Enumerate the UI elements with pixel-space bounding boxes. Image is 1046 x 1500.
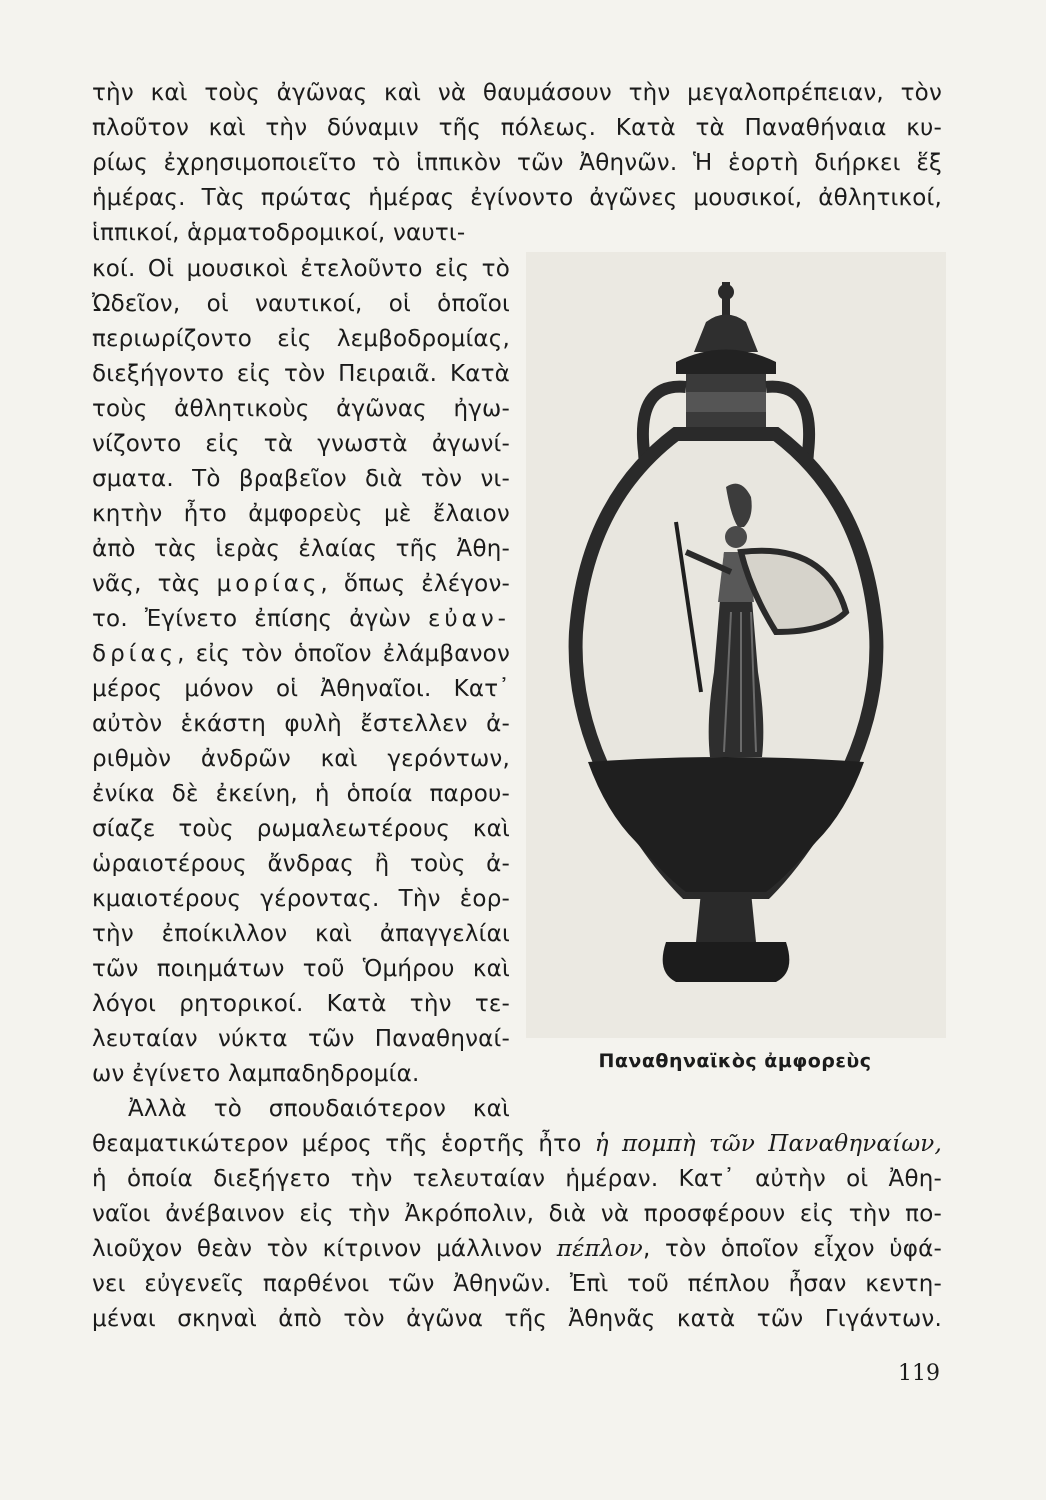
text-line: κμαιοτέρους γέροντας. Τὴν ἑορ- — [92, 886, 510, 912]
text-line: τῶν ποιημάτων τοῦ Ὁμήρου καὶ — [92, 956, 510, 982]
figure-caption: Παναθηναϊκὸς ἀμφορεὺς — [598, 1050, 872, 1072]
text-line: νίζοντο εἰς τὰ γνωστὰ ἀγωνί- — [92, 431, 510, 457]
text-segment: , ὅπως ἐλέγον- — [320, 571, 510, 597]
text-line: κητὴν ἦτο ἀμφορεὺς μὲ ἔλαιον — [92, 501, 510, 527]
text-line: νει εὐγενεῖς παρθένοι τῶν Ἀθηνῶν. Ἐπὶ τοῦ πέπλου ἦσαν κεντη- — [92, 1271, 942, 1297]
italic-term-peplon: πέπλον — [556, 1236, 643, 1262]
amphora-athena-illustration-icon — [526, 252, 946, 1038]
text-line: ἱππικοί, ἁρματοδρομικοί, ναυτι- — [92, 220, 466, 246]
paragraph-start-line: Ἀλλὰ τὸ σπουδαιότερον καὶ — [128, 1096, 510, 1122]
text-line: περιωρίζοντο εἰς λεμβοδρομίας, — [92, 326, 510, 352]
text-line: Ὠδεῖον, οἱ ναυτικοί, οἱ ὁποῖοι — [92, 291, 510, 317]
text-segment: , εἰς τὸν ὁποῖον ἐλάμβανον — [177, 641, 510, 667]
text-line: ἀπὸ τὰς ἱερὰς ἐλαίας τῆς Ἀθη- — [92, 536, 510, 562]
text-line: μέναι σκηναὶ ἀπὸ τὸν ἀγῶνα τῆς Ἀθηνᾶς κατὰ τῶν Γιγάντων. — [92, 1306, 942, 1332]
text-line: λευταίαν νύκτα τῶν Παναθηναί- — [92, 1026, 510, 1052]
text-segment: θεαματικώτερον μέρος τῆς ἑορτῆς ἦτο — [92, 1131, 582, 1157]
amphora-figure — [526, 252, 946, 1038]
text-line: τοὺς ἀθλητικοὺς ἀγῶνας ἠγω- — [92, 396, 510, 422]
text-line — [92, 639, 510, 669]
text-line: κοί. Οἱ μουσικοὶ ἐτελοῦντο εἰς τὸ — [92, 256, 510, 282]
text-segment: λιοῦχον θεὰν τὸν κίτρινον μάλλινον — [92, 1236, 543, 1262]
spaced-term-euandrias-end: δρίας — [92, 641, 178, 667]
text-line — [92, 569, 510, 599]
spaced-term-morias: μορίας — [216, 571, 321, 597]
text-line: ἐνίκα δὲ ἐκείνη, ἡ ὁποία παρου- — [92, 781, 510, 807]
text-segment: το. Ἐγίνετο ἐπίσης ἀγὼν — [92, 606, 411, 632]
text-line: ἡμέρας. Τὰς πρώτας ἡμέρας ἐγίνοντο ἀγῶνες μουσικοί, ἀθλητικοί, — [92, 185, 942, 211]
text-line — [92, 1234, 942, 1264]
text-line — [92, 604, 510, 634]
text-line: πλοῦτον καὶ τὴν δύναμιν τῆς πόλεως. Κατὰ τὰ Παναθήναια κυ- — [92, 115, 942, 141]
text-line: αὐτὸν ἑκάστη φυλὴ ἔστελλεν ἀ- — [92, 711, 510, 737]
text-line: σματα. Τὸ βραβεῖον διὰ τὸν νι- — [92, 466, 510, 492]
text-line: διεξήγοντο εἰς τὸν Πειραιᾶ. Κατὰ — [92, 361, 510, 387]
text-segment: νᾶς, τὰς — [92, 571, 201, 597]
text-line: μέρος μόνον οἱ Ἀθηναῖοι. Κατ᾿ — [92, 676, 510, 702]
text-line: ρίως ἐχρησιμοποιεῖτο τὸ ἱππικὸν τῶν Ἀθηνῶν. Ἡ ἑορτὴ διήρκει ἕξ — [92, 150, 942, 176]
spaced-term-euandrias: εὐαν- — [427, 606, 510, 632]
text-line: σίαζε τοὺς ρωμαλεωτέρους καὶ — [92, 816, 510, 842]
text-line — [92, 1129, 942, 1159]
text-line: λόγοι ρητορικοί. Κατὰ τὴν τε- — [92, 991, 510, 1017]
text-line: ριθμὸν ἀνδρῶν καὶ γερόντων, — [92, 746, 510, 772]
text-line: τὴν καὶ τοὺς ἀγῶνας καὶ νὰ θαυμάσουν τὴν μεγαλοπρέπειαν, τὸν — [92, 80, 942, 106]
text-line: ὡραιοτέρους ἄνδρας ἢ τοὺς ἀ- — [92, 851, 510, 877]
text-line: ων ἐγίνετο λαμπαδηδρομία. — [92, 1061, 420, 1087]
italic-term-pompe: ἡ πομπὴ τῶν Παναθηναίων, — [594, 1131, 942, 1157]
text-segment: , τὸν ὁποῖον εἶχον ὑφά- — [642, 1236, 942, 1262]
text-line: ναῖοι ἀνέβαινον εἰς τὴν Ἀκρόπολιν, διὰ νὰ προσφέρουν εἰς τὴν πο- — [92, 1201, 942, 1227]
text-line: τὴν ἐποίκιλλον καὶ ἀπαγγελίαι — [92, 921, 510, 947]
page-number: 119 — [898, 1361, 940, 1386]
text-line: ἡ ὁποία διεξήγετο τὴν τελευταίαν ἡμέραν. Κατ᾿ αὐτὴν οἱ Ἀθη- — [92, 1166, 942, 1192]
